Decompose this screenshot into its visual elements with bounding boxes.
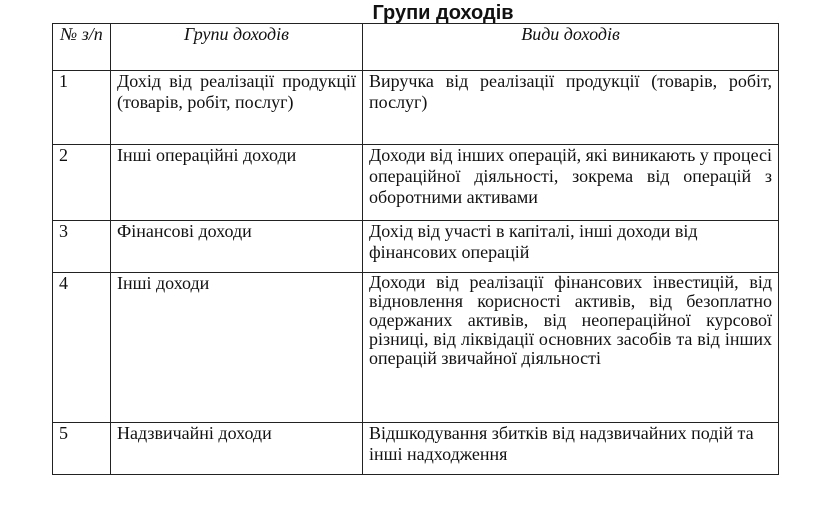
income-kind-cell: Доходи від реалізації фінансових інвестицій, від відновлення корисності активів, від безоплатно одержаних активів, від неопераційної курсової різниці, від ліквідації основних засобів та від інших операцій звичайної діяльності	[363, 273, 779, 423]
row-number: 5	[53, 423, 111, 475]
row-number: 2	[53, 145, 111, 221]
table-row	[53, 145, 779, 221]
row-number: 1	[53, 71, 111, 145]
income-group-cell: Фінансові доходи	[111, 221, 363, 273]
table-row	[53, 221, 779, 273]
header-number: № з/п	[53, 24, 111, 71]
table-row	[53, 273, 779, 423]
income-kind-cell: Виручка від реалізації продукції (товарів, робіт, послуг)	[363, 71, 779, 145]
table-row	[53, 423, 779, 475]
header-income-group: Групи доходів	[111, 24, 363, 71]
income-group-cell: Дохід від реалізації продукції (товарів, робіт, послуг)	[111, 71, 363, 145]
income-groups-table	[52, 23, 779, 475]
page-title: Групи доходів	[372, 2, 514, 24]
row-number: 4	[53, 273, 111, 423]
table-header-row	[53, 24, 779, 71]
header-income-kind: Види доходів	[363, 24, 779, 71]
income-group-cell: Інші доходи	[111, 273, 363, 423]
income-kind-cell: Дохід від участі в капіталі, інші доходи від фінансових операцій	[363, 221, 779, 273]
income-kind-cell: Доходи від інших операцій, які виникають у процесі операційної діяльності, зокрема від операцій з оборотними активами	[363, 145, 779, 221]
income-group-cell: Надзвичайні доходи	[111, 423, 363, 475]
income-kind-cell: Відшкодування збитків від надзвичайних подій та інші надходження	[363, 423, 779, 475]
table-row	[53, 71, 779, 145]
income-group-cell: Інші операційні доходи	[111, 145, 363, 221]
row-number: 3	[53, 221, 111, 273]
